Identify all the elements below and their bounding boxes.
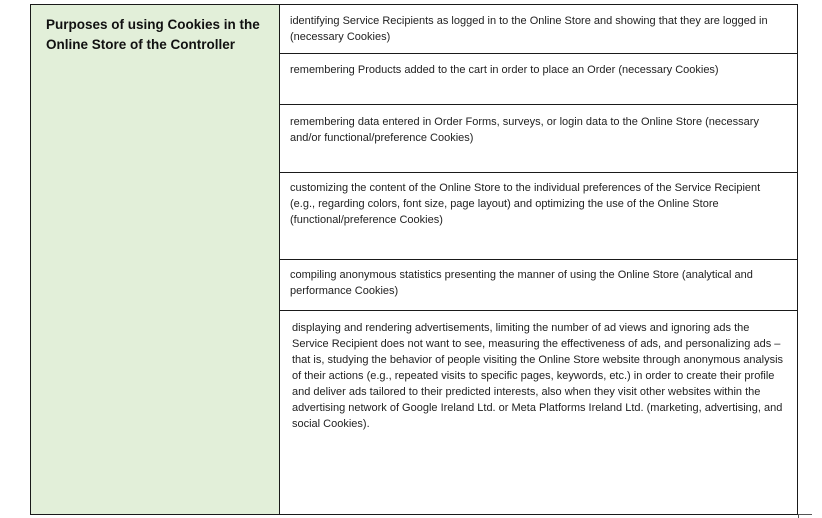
purpose-row-6: displaying and rendering advertisements, limiting the number of ad views and ignoring ads the Service Recipient does not want to see, measuring the effectiveness of ads, and personalizing ads – that is, studying the behavior of people visiting the Online Store website through anonymous analysis of their actions (e.g., repeated visits to specific pages, keywords, etc.) in order to create their profile and deliver ads tailored to their predicted interests, also when they visit other websites within the advertising network of Google Ireland Ltd. or Meta Platforms Ireland Ltd. (marketing, advertising, and social Cookies). [292, 322, 784, 430]
purposes-column [280, 5, 797, 514]
heading-cell [31, 5, 280, 514]
purpose-row-3: remembering data entered in Order Forms, surveys, or login data to the Online Store (necessary and/or functional/preference Cookies) [280, 105, 797, 173]
cookie-purposes-table [30, 4, 798, 515]
purpose-row-5: compiling anonymous statistics presenting the manner of using the Online Store (analytical and performance Cookies) [280, 260, 797, 311]
purpose-row-2: remembering Products added to the cart in order to place an Order (necessary Cookies) [280, 54, 797, 105]
table-resize-handle[interactable] [798, 514, 812, 518]
purpose-row-4: customizing the content of the Online Store to the individual preferences of the Service Recipient (e.g., regarding colors, font size, page layout) and optimizing the use of the Online Store (functional/preference Cookies) [280, 173, 797, 260]
table-heading: Purposes of using Cookies in the Online Store of the Controller [46, 17, 260, 52]
purpose-row-1: identifying Service Recipients as logged in to the Online Store and showing that they are logged in (necessary Cookies) [280, 5, 797, 54]
